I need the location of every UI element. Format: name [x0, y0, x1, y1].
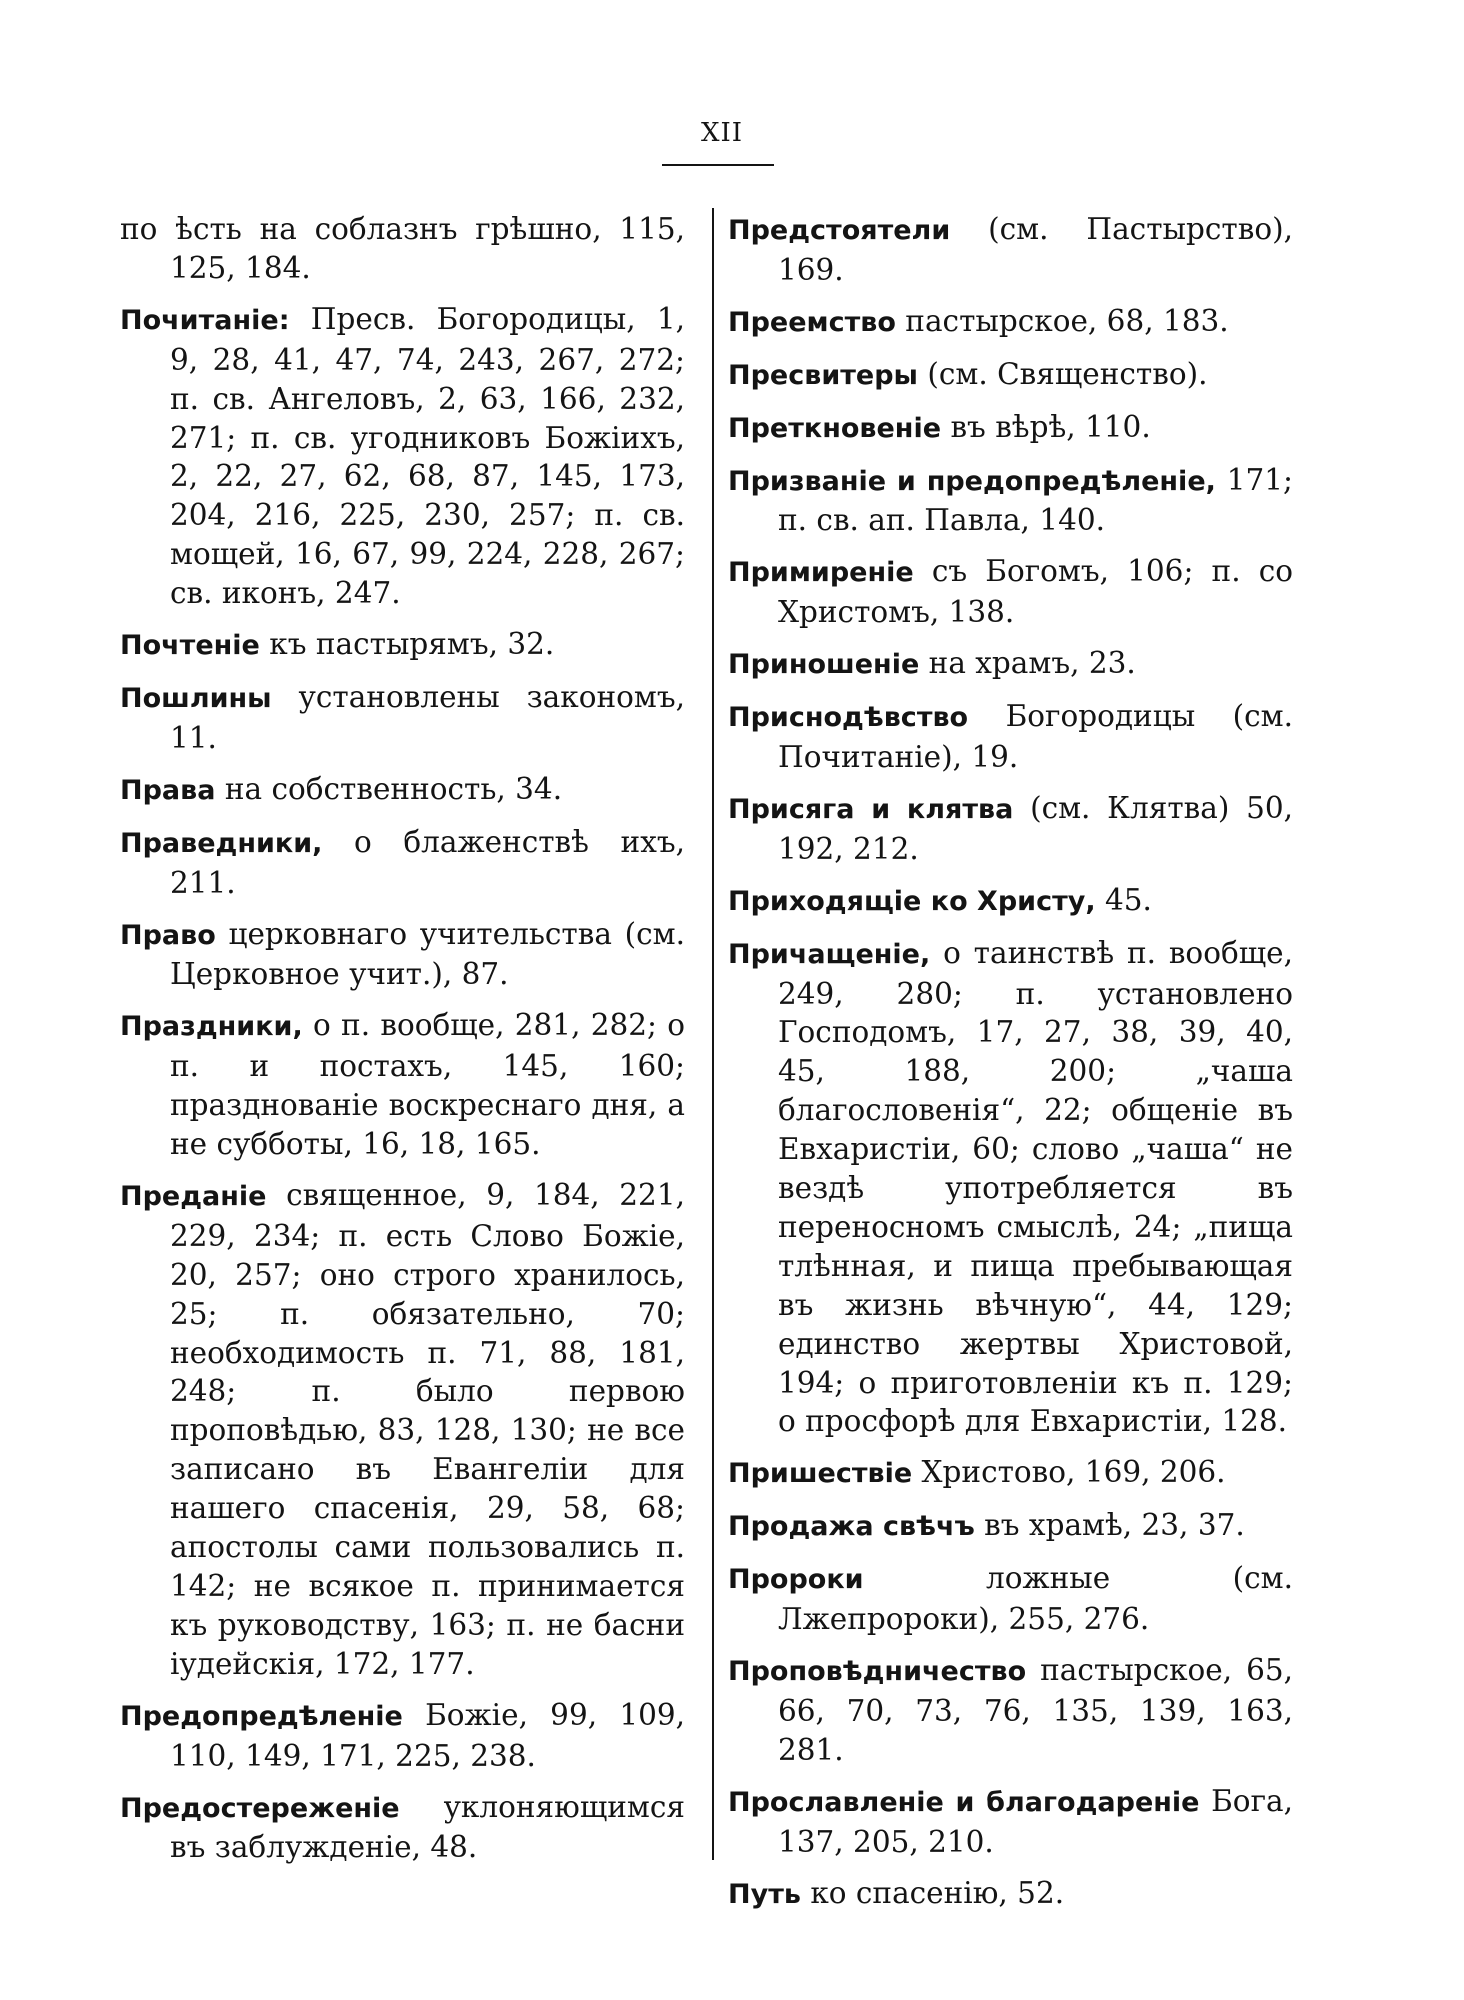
entry-text: Христово, 169, 206.	[921, 1455, 1226, 1490]
index-entry	[728, 1506, 1293, 1547]
entry-text: ложные (см. Лжепророки), 255, 276.	[778, 1561, 1293, 1637]
index-entry	[120, 678, 685, 758]
index-entry	[728, 881, 1293, 922]
entry-text: (см. Священство).	[927, 356, 1208, 391]
entry-heading: Право	[120, 919, 216, 951]
entry-heading: Пришествіе	[728, 1458, 913, 1490]
entry-heading: Пророки	[728, 1564, 864, 1596]
entry-text: церковнаго учительства (см. Церковное учит.), 87.	[170, 916, 685, 992]
index-entry	[120, 915, 685, 995]
entry-text: въ храмѣ, 23, 37.	[984, 1508, 1245, 1543]
entry-heading: Призваніе и предопредѣленіе,	[728, 465, 1216, 497]
right-column	[728, 210, 1293, 1926]
entry-text: о блаженствѣ ихъ, 211.	[170, 824, 685, 900]
entry-heading: Предостереженіе	[120, 1792, 400, 1824]
entry-text: уклоняющимся въ заблужденіе, 48.	[170, 1789, 685, 1865]
entry-heading: Пресвитеры	[728, 359, 918, 391]
entry-text: 45.	[1105, 882, 1152, 917]
entry-heading: Преемство	[728, 306, 896, 338]
entry-heading: Праведники,	[120, 827, 323, 859]
entry-heading: Причащеніе,	[728, 938, 931, 970]
entry-heading: Приснодѣвство	[728, 702, 969, 734]
entry-heading: Почтеніе	[120, 630, 260, 662]
entry-heading: Преданіе	[120, 1180, 267, 1212]
entry-heading: Приношеніе	[728, 649, 920, 681]
index-entry	[728, 302, 1293, 343]
entry-heading: Продажа свѣчъ	[728, 1511, 975, 1543]
index-entry	[728, 355, 1293, 396]
entry-text: къ пастырямъ, 32.	[269, 627, 555, 662]
index-entry	[728, 934, 1293, 1442]
index-entry	[728, 1651, 1293, 1770]
entry-text: на собственность, 34.	[224, 771, 563, 806]
index-entry	[728, 552, 1293, 632]
index-entry	[120, 823, 685, 903]
entry-heading: Путь	[728, 1878, 801, 1910]
entry-text: въ вѣрѣ, 110.	[950, 409, 1151, 444]
entry-heading: Пошлины	[120, 682, 272, 714]
index-entry	[120, 770, 685, 811]
index-entry	[728, 461, 1293, 541]
entry-text: (см. Клятва) 50, 192, 212.	[778, 790, 1293, 866]
index-entry	[728, 1874, 1293, 1915]
entry-heading: Примиреніе	[728, 557, 914, 589]
entry-heading: Почитаніе:	[120, 304, 290, 336]
index-entry	[120, 1006, 685, 1164]
entry-text: Бога, 137, 205, 210.	[778, 1783, 1293, 1859]
index-entry	[728, 408, 1293, 449]
entry-text: ко спасенію, 52.	[810, 1875, 1065, 1910]
entry-heading: Преткновеніе	[728, 412, 942, 444]
index-entry	[728, 210, 1293, 290]
entry-text: Богородицы (см. Почитаніе), 19.	[778, 699, 1293, 774]
entry-text: священное, 9, 184, 221, 229, 234; п. есть Слово Божіе, 20, 257; оно строго хранилось, 25; п. обязательно, 70; необходимость п. 71, 88, 181, 248; п. было первою проповѣдью, 83, 128, 130; не все записано въ Евангеліи для нашего спасенія, 29, 58, 68; апостолы сами пользовались п. 142; не всякое п. принимается къ руководству, 163; п. не басни іудейскія, 172, 177.	[170, 1177, 685, 1681]
entry-heading: Права	[120, 774, 216, 806]
index-entry	[728, 697, 1293, 777]
entry-text: на храмъ, 23.	[928, 646, 1136, 681]
entry-heading: Прославленіе и благодареніе	[728, 1786, 1200, 1818]
page-number: XII	[700, 118, 744, 148]
left-column	[120, 210, 685, 1879]
index-entry	[120, 625, 685, 666]
index-entry	[728, 1782, 1293, 1862]
entry-text: установлены закономъ, 11.	[170, 679, 685, 755]
entry-text: Божіе, 99, 109, 110, 149, 171, 225, 238.	[170, 1697, 685, 1773]
index-entry	[728, 644, 1293, 685]
entry-text: пастырское, 68, 183.	[905, 303, 1229, 338]
entry-text: о п. вообще, 281, 282; о п. и постахъ, 145, 160; празднованіе воскреснаго дня, а не субботы, 16, 18, 165.	[170, 1008, 685, 1162]
entry-text: пастырское, 65, 66, 70, 73, 76, 135, 139, 163, 281.	[778, 1653, 1293, 1767]
entry-text: о таинствѣ п. вообще, 249, 280; п. установлено Господомъ, 17, 27, 38, 39, 40, 45, 188, 200; „чаша благословенія“, 22; общеніе въ Евхаристіи, 60; слово „чаша“ не вездѣ употребляется въ переносномъ смыслѣ, 24; „пища тлѣнная, и пища пребывающая въ жизнь вѣчную“, 44, 129; единство жертвы Христовой, 194; о приготовленіи къ п. 129; о просфорѣ для Евхаристіи, 128.	[778, 935, 1293, 1439]
entry-text: (см. Пастырство), 169.	[778, 212, 1293, 287]
index-entry	[728, 789, 1293, 869]
entry-heading: Приходящіе ко Христу,	[728, 885, 1096, 917]
index-entry	[120, 1696, 685, 1776]
header-rule	[662, 164, 774, 166]
index-entry	[120, 300, 685, 613]
entry-text: по ѣсть на соблазнъ грѣшно, 115, 125, 184.	[120, 212, 685, 285]
entry-heading: Предопредѣленіе	[120, 1700, 403, 1732]
entry-heading: Присяга и клятва	[728, 793, 1014, 825]
entry-text: съ Богомъ, 106; п. со Христомъ, 138.	[778, 554, 1293, 630]
index-entry	[728, 1559, 1293, 1639]
index-entry	[120, 210, 685, 288]
index-entry	[120, 1176, 685, 1684]
index-entry	[728, 1453, 1293, 1494]
entry-text: 171; п. св. ап. Павла, 140.	[778, 462, 1293, 538]
entry-heading: Предстоятели	[728, 215, 951, 246]
entry-text: Пресв. Богородицы, 1, 9, 28, 41, 47, 74, 243, 267, 272; п. св. Ангеловъ, 2, 63, 166, 232, 271; п. св. угодниковъ Божіихъ, 2, 22, 27, 62, 68, 87, 145, 173, 204, 216, 225, 230, 257; п. св. мощей, 16, 67, 99, 224, 228, 267; св. иконъ, 247.	[170, 301, 685, 611]
index-entry	[120, 1788, 685, 1868]
entry-heading: Праздники,	[120, 1011, 303, 1043]
entry-heading: Проповѣдничество	[728, 1656, 1027, 1687]
column-divider	[712, 208, 714, 1860]
